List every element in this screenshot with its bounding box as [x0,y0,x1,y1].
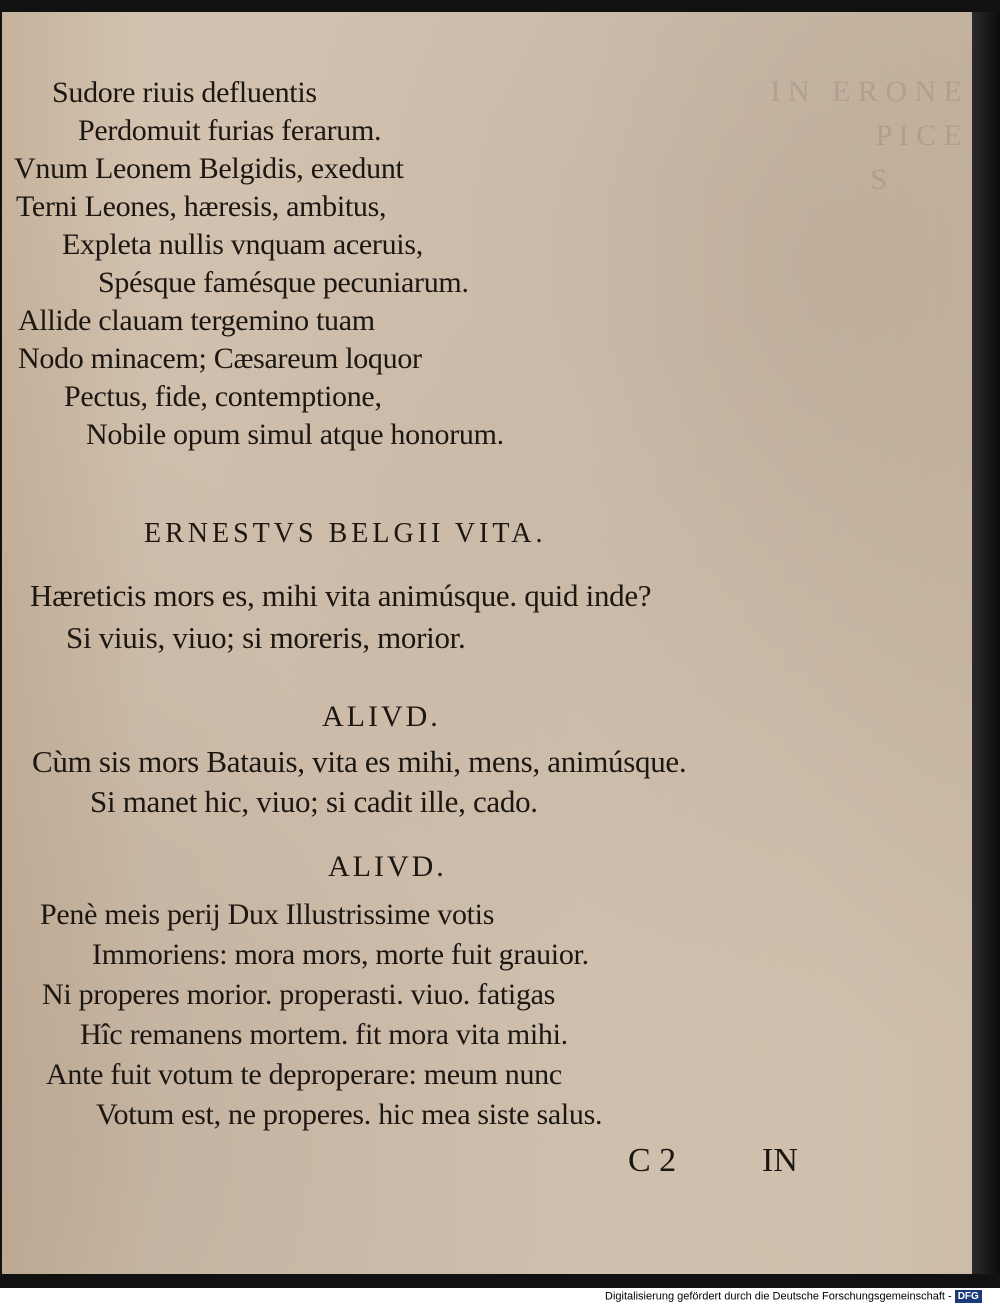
attribution-text: Digitalisierung gefördert durch die Deutsche Forschungsgemeinschaft - [605,1290,952,1303]
poem-line: Sudore riuis defluentis [52,76,317,109]
poem-line: Expleta nullis vnquam aceruis, [62,228,423,261]
epigram-line: Cùm sis mors Batauis, vita es mihi, mens, animúsque. [32,744,687,779]
poem-line: Nobile opum simul atque honorum. [86,418,504,451]
epigram-line: Si manet hic, viuo; si cadit ille, cado. [90,784,538,819]
poem-line: Perdomuit furias ferarum. [78,114,382,147]
epigram-line: Hæreticis mors es, mihi vita animúsque. quid inde? [30,578,652,613]
catchword: IN [762,1142,798,1179]
epigram-line: Ni properes morior. properasti. viuo. fatigas [42,978,556,1011]
poem-line: Allide clauam tergemino tuam [18,304,375,337]
digitization-attribution [605,1290,982,1303]
poem-line: Vnum Leonem Belgidis, exedunt [14,152,404,185]
show-through-text: I N E R O N E P I C E S [770,75,962,196]
dfg-logo: DFG [955,1290,982,1303]
epigram-line: Ante fuit votum te deproperare: meum nunc [46,1058,562,1091]
signature-mark: C 2 [628,1142,677,1179]
poem-line: Terni Leones, hæresis, ambitus, [16,190,387,223]
epigram-line: Votum est, ne properes. hic mea siste salus. [96,1098,603,1131]
epigram-line: Hîc remanens mortem. fit mora vita mihi. [80,1018,568,1051]
poem-line: Spésque famésque pecuniarum. [98,266,469,299]
section-heading: ALIVD. [328,850,447,883]
epigram-line: Penè meis perij Dux Illustrissime votis [40,898,495,931]
epigram-line: Si viuis, viuo; si moreris, morior. [66,620,466,655]
section-heading: ALIVD. [322,700,441,733]
poem-line: Nodo minacem; Cæsareum loquor [18,342,422,375]
section-heading: ERNESTVS BELGII VITA. [144,518,547,549]
epigram-line: Immoriens: mora mors, morte fuit grauior. [92,938,589,971]
book-edge [972,12,1000,1274]
poem-line: Pectus, fide, contemptione, [64,380,382,413]
book-page [2,12,972,1274]
